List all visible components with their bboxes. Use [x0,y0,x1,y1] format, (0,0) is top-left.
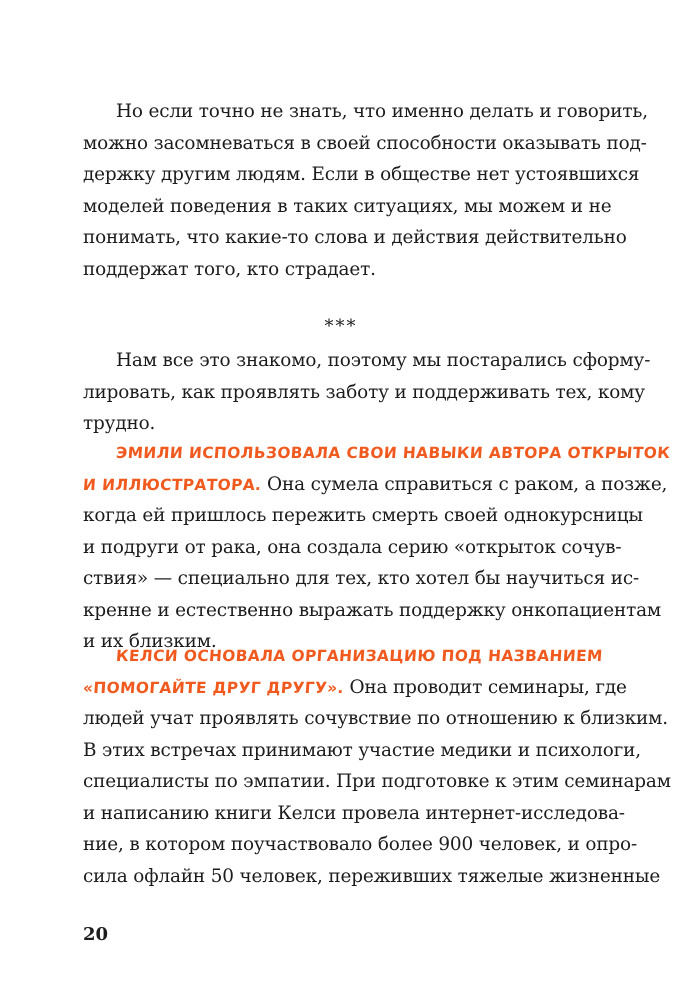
section-separator: *** [324,316,358,337]
text-line: и написанию книги Келси провела интернет-исследова- [83,803,625,824]
highlight-heading: КЕЛСИ ОСНОВАЛА ОРГАНИЗАЦИЮ ПОД НАЗВАНИЕМ [115,647,604,665]
text-run: Она сумела справиться с раком, а позже, [261,474,668,495]
text-line: лировать, как проявлять заботу и поддерживать тех, кому [83,382,645,403]
text-line: В этих встречах принимают участие медики и психологи, [83,740,641,761]
text-line: можно засомневаться в своей способности оказывать под- [83,133,647,154]
text-run: Она проводит семинары, где [343,677,627,698]
text-line: кренне и естественно выражать поддержку онкопациентам [83,600,662,621]
text-line: понимать, что какие-то слова и действия действительно [83,227,627,248]
text-line: и их близким. [83,631,217,652]
text-line [82,673,627,703]
text-line: Но если точно не знать, что именно делать и говорить, [116,101,648,122]
text-line: и подруги от рака, она создала серию «открыток сочув- [83,537,622,558]
text-line: трудно. [83,413,156,434]
text-line: людей учат проявлять сочувствие по отношению к близким. [83,708,669,729]
text-line: моделей поведения в таких ситуациях, мы можем и не [83,196,612,217]
highlight-heading: ЭМИЛИ ИСПОЛЬЗОВАЛА СВОИ НАВЫКИ АВТОРА ОТКРЫТОК [115,444,671,462]
text-line: когда ей пришлось пережить смерть своей однокурсницы [83,505,643,526]
text-line: держку другим людям. Если в обществе нет устоявшихся [83,164,640,185]
text-line: ствия» — специально для тех, кто хотел бы научиться ис- [83,568,640,589]
highlight-heading: «ПОМОГАЙТЕ ДРУГ ДРУГУ». [82,679,345,697]
text-line: специалисты по эмпатии. При подготовке к этим семинарам [83,771,671,792]
text-line [82,470,668,500]
highlight-line [115,438,671,468]
text-line: сила офлайн 50 человек, переживших тяжелые жизненные [83,866,661,887]
text-line: поддержат того, кто страдает. [83,259,376,280]
highlight-heading: И ИЛЛЮСТРАТОРА. [82,476,262,494]
text-line: Нам все это знакомо, поэтому мы постарались сформу- [116,350,651,371]
highlight-line [115,641,604,671]
page-number: 20 [83,924,109,945]
text-line: ние, в котором поучаствовало более 900 человек, и опро- [83,834,638,855]
